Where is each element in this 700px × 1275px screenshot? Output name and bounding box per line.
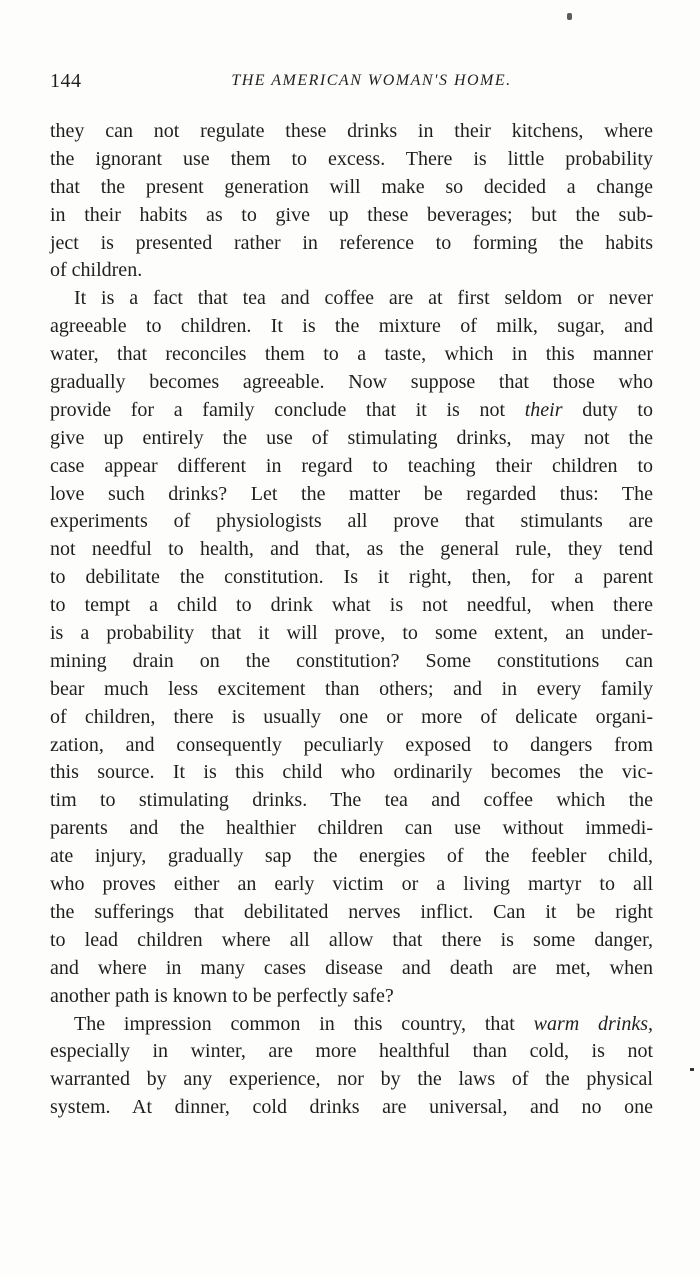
text-line [50, 174, 653, 202]
margin-mark [690, 1068, 694, 1071]
text-line-content: water, that reconciles them to a taste, which in this manner [50, 343, 653, 366]
text-line [50, 341, 653, 369]
ink-speck [567, 13, 572, 20]
text-line-content: this source. It is this child who ordinarily becomes the vic- [50, 761, 653, 784]
text-line [50, 815, 653, 843]
text-line [50, 732, 653, 760]
text-line-content: parents and the healthier children can use without immedi- [50, 817, 653, 840]
text-line-content: they can not regulate these drinks in their kitchens, where [50, 120, 653, 142]
text-line [50, 955, 653, 983]
body-text [50, 118, 653, 1122]
text-line [50, 230, 653, 258]
text-line [50, 899, 653, 927]
text-line-content: tim to stimulating drinks. The tea and coffee which the [50, 789, 653, 812]
text-line [50, 1038, 653, 1066]
text-line [50, 146, 653, 174]
text-line [50, 508, 653, 536]
text-line-content: experiments of physiologists all prove that stimulants are [50, 510, 653, 533]
text-line [50, 676, 653, 704]
text-line-content: another path is known to be perfectly safe? [50, 984, 394, 1007]
text-line [50, 983, 653, 1011]
text-line [50, 927, 653, 955]
text-line [50, 564, 653, 592]
text-line-content: give up entirely the use of stimulating drinks, may not the [50, 426, 653, 449]
running-head [50, 70, 653, 100]
text-line-content: to debilitate the constitution. Is it right, then, for a parent [50, 566, 653, 589]
text-line [50, 397, 653, 425]
text-line-content: system. At dinner, cold drinks are universal, and no one [50, 1096, 653, 1119]
text-line [50, 118, 653, 146]
text-line-content: of children, there is usually one or more of delicate organi- [50, 705, 653, 728]
text-line [50, 787, 653, 815]
text-line [50, 1094, 653, 1122]
text-line [50, 871, 653, 899]
text-line [50, 1066, 653, 1094]
text-line-content: case appear different in regard to teaching their children to [50, 454, 653, 477]
text-line-content: agreeable to children. It is the mixture of milk, sugar, and [50, 315, 653, 338]
text-line-content: and where in many cases disease and death are met, when [50, 956, 653, 979]
text-line-content: of children. [50, 259, 143, 282]
emphasized-text: their [524, 398, 563, 421]
text-line-content: ject is presented rather in reference to forming the habits [50, 231, 653, 254]
text-line-content: who proves either an early victim or a living martyr to all [50, 873, 653, 896]
page-number: 144 [50, 70, 82, 92]
text-line [50, 369, 653, 397]
text-line [50, 536, 653, 564]
text-line [50, 481, 653, 509]
text-line-content: to tempt a child to drink what is not needful, when there [50, 594, 653, 617]
text-line [50, 648, 653, 676]
text-line-content: especially in winter, are more healthful than cold, is not [50, 1040, 653, 1063]
text-line-content: gradually becomes agreeable. Now suppose that those who [50, 371, 653, 394]
text-line [50, 313, 653, 341]
text-line-content: The impression common in this country, that [74, 1012, 534, 1035]
text-line-tail: duty to [562, 398, 653, 421]
text-line-content: not needful to health, and that, as the general rule, they tend [50, 538, 653, 561]
text-line [50, 592, 653, 620]
text-line [50, 1011, 653, 1039]
emphasized-text: warm drinks, [533, 1012, 653, 1035]
text-line [50, 704, 653, 732]
text-line [50, 257, 653, 285]
text-line [50, 620, 653, 648]
text-line-content: in their habits as to give up these beverages; but the sub- [50, 203, 653, 226]
text-line-content: love such drinks? Let the matter be regarded thus: The [50, 482, 653, 505]
text-line-content: bear much less excitement than others; and in every family [50, 677, 653, 700]
text-line [50, 759, 653, 787]
text-line-content: the ignorant use them to excess. There is little probability [50, 147, 653, 170]
book-title: THE AMERICAN WOMAN'S HOME. [231, 72, 512, 89]
text-line-content: to lead children where all allow that there is some danger, [50, 928, 653, 951]
text-line-content: provide for a family conclude that it is not [50, 398, 525, 421]
text-line-content: the sufferings that debilitated nerves inflict. Can it be right [50, 900, 653, 923]
text-line [50, 202, 653, 230]
text-line-content: ate injury, gradually sap the energies of the feebler child, [50, 845, 653, 868]
text-line-content: that the present generation will make so decided a change [50, 175, 653, 198]
text-line-content: It is a fact that tea and coffee are at first seldom or never [74, 287, 653, 310]
text-line [50, 425, 653, 453]
text-line [50, 843, 653, 871]
text-line-content: mining drain on the constitution? Some constitutions can [50, 649, 653, 672]
text-line [50, 285, 653, 313]
text-line-content: zation, and consequently peculiarly exposed to dangers from [50, 733, 653, 756]
text-line-content: is a probability that it will prove, to some extent, an under- [50, 622, 653, 645]
text-line [50, 453, 653, 481]
text-line-content: warranted by any experience, nor by the laws of the physical [50, 1068, 653, 1091]
